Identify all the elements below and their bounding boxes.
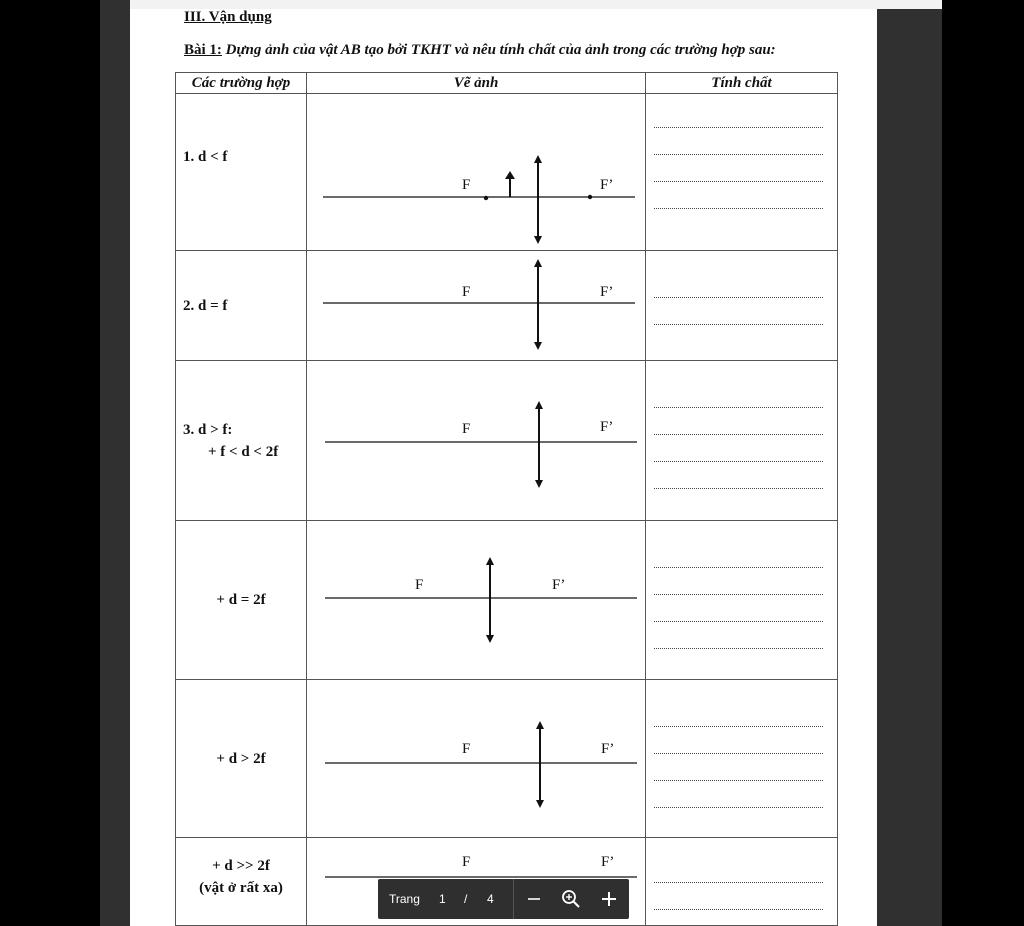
answer-line[interactable] xyxy=(654,128,823,155)
toolbar-divider xyxy=(513,879,514,919)
focus-label-left: F xyxy=(462,284,471,300)
answer-line[interactable] xyxy=(654,381,823,408)
page-top-edge xyxy=(130,0,942,9)
lens-arrow-bottom xyxy=(536,800,544,808)
document-page xyxy=(130,9,877,926)
focus-label-left: F xyxy=(462,741,471,757)
answer-line[interactable] xyxy=(654,700,823,727)
header-cases: Các trường hợp xyxy=(176,73,307,94)
focus-point-left xyxy=(484,196,488,200)
right-viewer-margin xyxy=(877,0,942,926)
case-cell xyxy=(176,521,307,680)
answer-line[interactable] xyxy=(654,155,823,182)
table-row xyxy=(176,521,838,680)
lens-diagram[interactable] xyxy=(307,680,646,832)
answer-line[interactable] xyxy=(654,883,823,910)
case-label: 3. d > f: xyxy=(183,421,233,438)
answer-line[interactable] xyxy=(654,462,823,489)
answer-line[interactable] xyxy=(654,856,823,883)
focus-point-right xyxy=(588,195,592,199)
header-properties: Tính chất xyxy=(646,73,838,94)
task-statement xyxy=(184,42,776,59)
drawing-cell[interactable] xyxy=(307,361,646,521)
lens-arrow-bottom xyxy=(534,342,542,350)
drawing-cell[interactable] xyxy=(307,680,646,838)
section-title: III. Vận dụng xyxy=(184,9,272,25)
case-sublabel: (vật ở rất xa) xyxy=(199,880,283,896)
focus-label-right: F’ xyxy=(600,284,614,300)
answer-line[interactable] xyxy=(654,298,823,325)
case-cell xyxy=(176,251,307,361)
answer-line[interactable] xyxy=(654,622,823,649)
page-separator: / xyxy=(464,892,468,906)
focus-label-left: F xyxy=(462,854,471,870)
case-sublabel: + f < d < 2f xyxy=(208,443,279,460)
case-cell xyxy=(176,94,307,251)
focus-label-right: F’ xyxy=(601,854,615,870)
properties-cell[interactable] xyxy=(646,361,838,521)
case-label: + d = 2f xyxy=(216,592,266,608)
lens-arrow-bottom xyxy=(534,236,542,244)
answer-line[interactable] xyxy=(654,408,823,435)
answer-line[interactable] xyxy=(654,754,823,781)
plus-icon[interactable] xyxy=(600,890,618,908)
lens-arrow-bottom xyxy=(535,480,543,488)
answer-line[interactable] xyxy=(654,101,823,128)
drawing-cell[interactable] xyxy=(307,94,646,251)
focus-label-left: F xyxy=(462,177,471,193)
lens-arrow-top xyxy=(534,259,542,267)
answer-line[interactable] xyxy=(654,595,823,622)
case-cell xyxy=(176,680,307,838)
lens-arrow-bottom xyxy=(486,635,494,643)
answer-line[interactable] xyxy=(654,182,823,209)
pdf-page-toolbar xyxy=(378,879,629,919)
properties-cell[interactable] xyxy=(646,521,838,680)
task-text: Dựng ảnh của vật AB tạo bởi TKHT và nêu tính chất của ảnh trong các trường hợp sau: xyxy=(221,42,776,58)
header-drawing: Vẽ ảnh xyxy=(307,73,646,94)
focus-label-right: F’ xyxy=(600,177,614,193)
minus-icon[interactable] xyxy=(526,891,542,907)
current-page-input[interactable]: 1 xyxy=(439,892,446,906)
lens-arrow-top xyxy=(486,557,494,565)
total-pages: 4 xyxy=(487,892,494,906)
answer-line[interactable] xyxy=(654,271,823,298)
answer-line[interactable] xyxy=(654,435,823,462)
properties-cell[interactable] xyxy=(646,838,838,926)
case-cell xyxy=(176,361,307,521)
lens-arrow-top xyxy=(536,721,544,729)
lens-diagram[interactable] xyxy=(307,521,646,674)
drawing-cell[interactable] xyxy=(307,251,646,361)
properties-cell[interactable] xyxy=(646,94,838,251)
properties-cell[interactable] xyxy=(646,251,838,361)
answer-line[interactable] xyxy=(654,541,823,568)
left-viewer-margin xyxy=(100,0,130,926)
lens-arrow-top xyxy=(534,155,542,163)
case-label: 2. d = f xyxy=(183,297,228,314)
lens-arrow-top xyxy=(535,401,543,409)
answer-line[interactable] xyxy=(654,781,823,808)
task-label: Bài 1: xyxy=(184,42,222,58)
table-row xyxy=(176,361,838,521)
focus-label-right: F’ xyxy=(552,577,566,593)
cases-table xyxy=(175,72,838,926)
case-label: + d >> 2f xyxy=(212,858,270,874)
lens-diagram[interactable] xyxy=(307,251,646,355)
focus-label-left: F xyxy=(415,577,424,593)
zoom-icon[interactable] xyxy=(561,889,581,909)
case-label: + d > 2f xyxy=(216,750,266,767)
focus-label-right: F’ xyxy=(600,419,614,435)
answer-line[interactable] xyxy=(654,568,823,595)
page-label: Trang xyxy=(389,892,420,906)
case-label: 1. d < f xyxy=(183,149,228,165)
focus-label-right: F’ xyxy=(601,741,615,757)
properties-cell[interactable] xyxy=(646,680,838,838)
drawing-cell[interactable] xyxy=(307,521,646,680)
focus-label-left: F xyxy=(462,421,471,437)
lens-diagram[interactable] xyxy=(307,361,646,515)
object-arrowhead xyxy=(505,171,515,179)
table-row xyxy=(176,251,838,361)
table-row xyxy=(176,680,838,838)
lens-diagram[interactable] xyxy=(307,94,646,245)
case-cell xyxy=(176,838,307,926)
table-row xyxy=(176,94,838,251)
answer-line[interactable] xyxy=(654,727,823,754)
